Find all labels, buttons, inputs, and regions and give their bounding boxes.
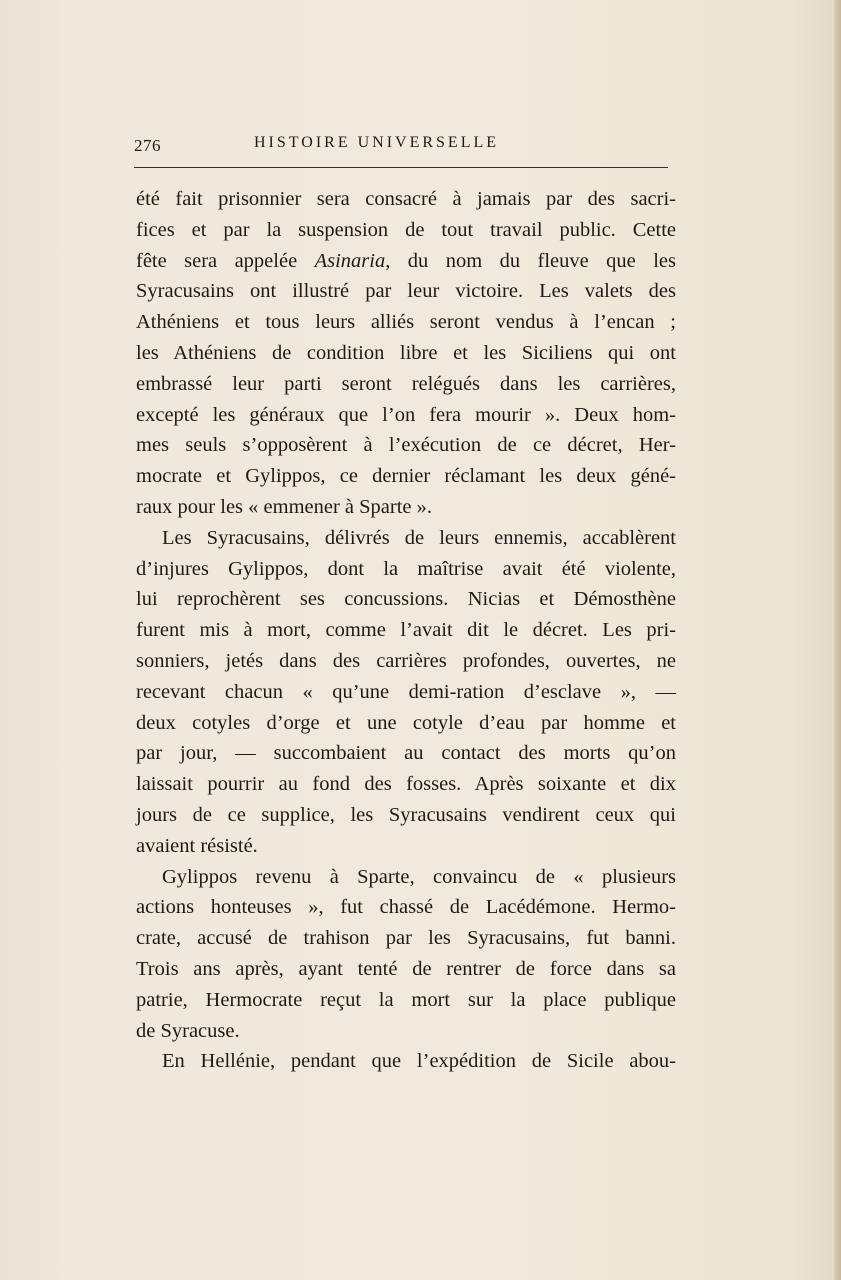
text-line: Les Syracusains, délivrés de leurs ennemis, accablèrent	[162, 526, 676, 549]
text-line: En Hellénie, pendant que l’expédition de Sicile abou-	[162, 1050, 676, 1073]
text-line: mes seuls s’opposèrent à l’exécution de ce décret, Her-	[136, 434, 676, 457]
text-line: fices et par la suspension de tout travail public. Cette	[136, 218, 676, 241]
body-text	[136, 184, 676, 1077]
text-line: de Syracuse.	[136, 1019, 240, 1042]
text-line: été fait prisonnier sera consacré à jamais par des sacri-	[136, 188, 676, 210]
italic-term: Asinaria	[314, 249, 386, 272]
text-line: excepté les généraux que l’on fera mourir ». Deux hom-	[136, 403, 676, 426]
text-line: lui reprochèrent ses concussions. Nicias et Démosthène	[136, 588, 676, 611]
text-line: sonniers, jetés dans des carrières profondes, ouvertes, ne	[136, 649, 676, 672]
text-line: actions honteuses », fut chassé de Lacédémone. Hermo-	[136, 896, 676, 919]
text-line	[136, 246, 676, 277]
text-line: recevant chacun « qu’une demi-ration d’esclave », —	[136, 680, 676, 703]
text-line: laissait pourrir au fond des fosses. Après soixante et dix	[136, 773, 676, 796]
page-number: 276	[134, 136, 161, 155]
text-line: les Athéniens de condition libre et les Siciliens qui ont	[136, 341, 676, 364]
text-segment: fête sera appelée	[136, 249, 315, 272]
text-line: Trois ans après, ayant tenté de rentrer de force dans sa	[136, 957, 676, 980]
text-line: par jour, — succombaient au contact des morts qu’on	[136, 742, 676, 765]
text-line: furent mis à mort, comme l’avait dit le décret. Les pri-	[136, 619, 676, 642]
text-line: embrassé leur parti seront relégués dans les carrières,	[136, 372, 676, 395]
text-line: Athéniens et tous leurs alliés seront vendus à l’encan ;	[136, 311, 676, 334]
text-line: d’injures Gylippos, dont la maîtrise avait été violente,	[136, 557, 676, 580]
text-line: deux cotyles d’orge et une cotyle d’eau par homme et	[136, 711, 676, 734]
text-line: Syracusains ont illustré par leur victoire. Les valets des	[136, 280, 676, 303]
text-line: Gylippos revenu à Sparte, convaincu de « plusieurs	[162, 865, 676, 888]
text-line: mocrate et Gylippos, ce dernier réclamant les deux géné-	[136, 465, 676, 488]
page-edge	[834, 0, 841, 1280]
header-rule	[134, 167, 668, 168]
text-line: jours de ce supplice, les Syracusains vendirent ceux qui	[136, 803, 676, 826]
text-segment: , du nom du fleuve que les	[385, 249, 676, 272]
text-line: avaient résisté.	[136, 834, 258, 857]
running-header	[134, 132, 668, 168]
text-line: raux pour les « emmener à Sparte ».	[136, 495, 433, 518]
text-line: patrie, Hermocrate reçut la mort sur la place publique	[136, 988, 676, 1011]
running-title: HISTOIRE UNIVERSELLE	[254, 134, 500, 151]
text-line: crate, accusé de trahison par les Syracusains, fut banni.	[136, 927, 676, 950]
